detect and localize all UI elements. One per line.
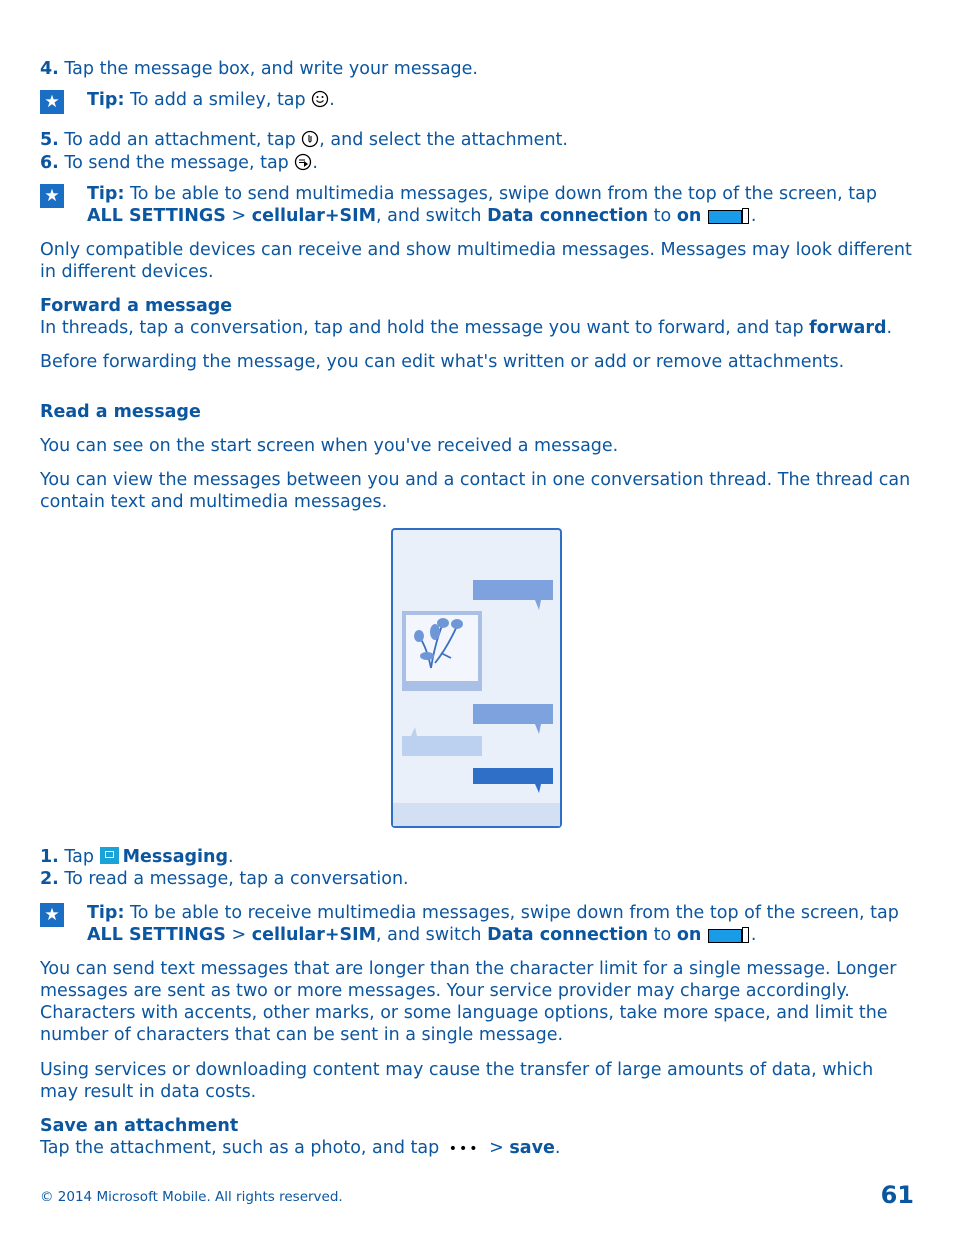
cellular-sim-label: cellular+SIM [251, 206, 377, 226]
save-end: . [554, 1138, 561, 1158]
star-icon: ★ [40, 90, 64, 114]
cellular-sim-label: cellular+SIM [251, 925, 377, 945]
all-settings-label: ALL SETTINGS [87, 925, 226, 945]
step-end: . [228, 847, 234, 867]
toggle-switch-icon [707, 927, 751, 944]
step-number: 1. [40, 847, 59, 867]
forward-command: forward [809, 318, 887, 338]
forward-text: In threads, tap a conversation, tap and hold the message you want to forward, and tap [40, 318, 810, 338]
step-number: 5. [40, 130, 59, 150]
section-heading-save: Save an attachment [40, 1116, 239, 1136]
paragraph-before-forward: Before forwarding the message, you can edit what's written or add or remove attachments. [40, 352, 845, 372]
paperclip-icon [301, 130, 319, 148]
data-connection-label: Data connection [487, 206, 649, 226]
smiley-icon [311, 90, 329, 108]
more-dots-icon: ••• [448, 1141, 480, 1157]
separator: > [483, 1138, 510, 1158]
step-number: 6. [40, 153, 59, 173]
tip-text-mid: , and switch [376, 206, 488, 226]
step-1 [40, 846, 914, 868]
tip-text-to: to [648, 925, 677, 945]
messaging-label: Messaging [122, 847, 229, 867]
step-4 [40, 58, 914, 80]
tip-end: . [750, 206, 757, 226]
step-text-end: . [312, 153, 318, 173]
on-label: on [676, 206, 702, 226]
tip-label: Tip: [87, 903, 125, 923]
tip-send-multimedia [87, 183, 914, 227]
paragraph-data-costs: Using services or downloading content may cause the transfer of large amounts of data, which may result in data costs. [40, 1060, 874, 1102]
paragraph-save [40, 1137, 914, 1160]
tip-end: . [329, 90, 335, 110]
save-text: Tap the attachment, such as a photo, and tap [40, 1138, 445, 1158]
tip-label: Tip: [87, 184, 125, 204]
step-6 [40, 152, 914, 174]
send-icon [294, 153, 312, 171]
step-number: 2. [40, 869, 59, 889]
data-connection-label: Data connection [487, 925, 649, 945]
save-command: save [509, 1138, 555, 1158]
tip-label: Tip: [87, 90, 125, 110]
step-number: 4. [40, 59, 59, 79]
star-icon: ★ [40, 903, 64, 927]
star-icon: ★ [40, 184, 64, 208]
tip-smiley [87, 89, 914, 111]
section-heading-forward: Forward a message [40, 296, 233, 316]
step-text-end: , and select the attachment. [319, 130, 568, 150]
copyright: © 2014 Microsoft Mobile. All rights reserved. [40, 1189, 343, 1205]
paragraph-compat: Only compatible devices can receive and show multimedia messages. Messages may look different in different devices. [40, 240, 912, 282]
toggle-switch-icon [707, 208, 751, 225]
forward-end: . [886, 318, 893, 338]
step-2 [40, 868, 914, 890]
paragraph-long-messages: You can send text messages that are longer than the character limit for a single message. Longer messages are sent as two or more messages. Your service provider may charge accordingly. Characters with accents, other marks, or some language options, take more space, and limit the number of characters that can be sent in a single message. [40, 959, 897, 1045]
paragraph-forward [40, 317, 914, 339]
step-text: To add an attachment, tap [58, 130, 302, 150]
section-heading-read: Read a message [40, 402, 201, 422]
tip-end: . [750, 925, 757, 945]
tip-text-mid: , and switch [376, 925, 488, 945]
page-number: 61 [880, 1181, 914, 1209]
step-5 [40, 129, 914, 151]
step-text: To read a message, tap a conversation. [58, 869, 409, 889]
step-text: To send the message, tap [58, 153, 295, 173]
step-text: Tap [58, 847, 100, 867]
all-settings-label: ALL SETTINGS [87, 206, 226, 226]
tip-text-to: to [648, 206, 677, 226]
separator: > [225, 925, 252, 945]
tip-receive-multimedia [87, 902, 914, 946]
tip-text: To be able to receive multimedia messages, swipe down from the top of the screen, tap [124, 903, 899, 923]
tip-text: To add a smiley, tap [124, 90, 312, 110]
step-text: Tap the message box, and write your message. [58, 59, 478, 79]
separator: > [225, 206, 252, 226]
paragraph-read-1: You can see on the start screen when you've received a message. [40, 436, 619, 456]
conversation-thread-illustration [391, 528, 563, 830]
on-label: on [676, 925, 702, 945]
tip-text: To be able to send multimedia messages, swipe down from the top of the screen, tap [124, 184, 877, 204]
paragraph-read-2: You can view the messages between you and a contact in one conversation thread. The thread can contain text and multimedia messages. [40, 470, 911, 512]
messaging-app-icon [100, 847, 119, 864]
